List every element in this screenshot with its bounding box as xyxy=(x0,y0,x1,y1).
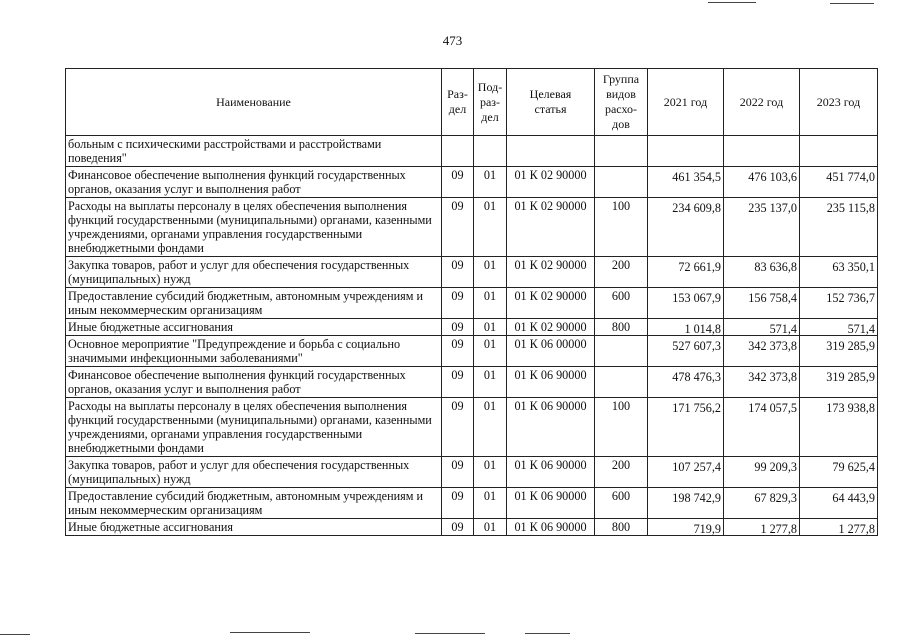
cell-2022-value: 476 103,6 xyxy=(748,170,797,184)
table-row xyxy=(66,198,878,257)
cell-2021 xyxy=(648,519,724,536)
cell-target: 01 К 06 90000 xyxy=(507,519,595,536)
cell-group xyxy=(595,336,648,367)
cell-target: 01 К 06 90000 xyxy=(507,367,595,398)
cell-subsection: 01 xyxy=(474,457,507,488)
cell-2021-value: 461 354,5 xyxy=(672,170,721,184)
cell-2021-value: 527 607,3 xyxy=(672,339,721,353)
cell-2023-value: 152 736,7 xyxy=(826,291,875,305)
table-row xyxy=(66,398,878,457)
header-section: Раз- дел xyxy=(442,69,474,136)
cell-2021-value: 478 476,3 xyxy=(672,370,721,384)
cell-2021 xyxy=(648,136,724,167)
cell-name: Финансовое обеспечение выполнения функций государственных органов, оказания услуг и выполнения работ xyxy=(66,167,442,198)
cell-2021 xyxy=(648,488,724,519)
cell-2021 xyxy=(648,367,724,398)
cell-2021-value: 153 067,9 xyxy=(672,291,721,305)
cell-target: 01 К 02 90000 xyxy=(507,257,595,288)
cell-2023 xyxy=(800,288,878,319)
cell-subsection: 01 xyxy=(474,488,507,519)
cell-section: 09 xyxy=(442,336,474,367)
table-row xyxy=(66,488,878,519)
cell-2023 xyxy=(800,367,878,398)
cell-name: Иные бюджетные ассигнования xyxy=(66,519,442,536)
cell-2021 xyxy=(648,257,724,288)
header-name: Наименование xyxy=(66,69,442,136)
cell-2022 xyxy=(724,288,800,319)
cell-2021-value: 234 609,8 xyxy=(672,201,721,215)
cell-subsection xyxy=(474,136,507,167)
table-body xyxy=(66,136,878,536)
cell-section: 09 xyxy=(442,198,474,257)
cell-group xyxy=(595,136,648,167)
cell-2023 xyxy=(800,398,878,457)
cell-target: 01 К 02 90000 xyxy=(507,288,595,319)
scan-mark xyxy=(0,634,30,635)
cell-2022 xyxy=(724,398,800,457)
cell-name: Финансовое обеспечение выполнения функций государственных органов, оказания услуг и выполнения работ xyxy=(66,367,442,398)
cell-2023 xyxy=(800,167,878,198)
cell-2023 xyxy=(800,319,878,336)
cell-2021 xyxy=(648,198,724,257)
cell-2023 xyxy=(800,457,878,488)
cell-2023-value: 451 774,0 xyxy=(826,170,875,184)
cell-subsection: 01 xyxy=(474,198,507,257)
cell-group: 600 xyxy=(595,288,648,319)
cell-2022 xyxy=(724,257,800,288)
cell-2022-value: 83 636,8 xyxy=(754,260,797,274)
page-number: 473 xyxy=(442,33,463,48)
cell-group: 100 xyxy=(595,398,648,457)
cell-2023-value: 319 285,9 xyxy=(826,339,875,353)
cell-2021-value: 72 661,9 xyxy=(678,260,721,274)
cell-2022 xyxy=(724,198,800,257)
cell-name: Предоставление субсидий бюджетным, автономным учреждениям и иным некоммерческим организациям xyxy=(66,288,442,319)
cell-name: Закупка товаров, работ и услуг для обеспечения государственных (муниципальных) нужд xyxy=(66,457,442,488)
cell-2021-value: 1 014,8 xyxy=(684,322,721,336)
cell-2021 xyxy=(648,336,724,367)
cell-target: 01 К 06 90000 xyxy=(507,457,595,488)
cell-2021-value: 198 742,9 xyxy=(672,491,721,505)
cell-target: 01 К 06 90000 xyxy=(507,398,595,457)
cell-2022-value: 342 373,8 xyxy=(748,339,797,353)
scan-mark xyxy=(708,2,756,3)
cell-2022 xyxy=(724,488,800,519)
cell-group: 800 xyxy=(595,519,648,536)
cell-2021 xyxy=(648,288,724,319)
cell-name: Основное мероприятие "Предупреждение и борьба с социально значимыми инфекционными заболеваниями" xyxy=(66,336,442,367)
scan-mark xyxy=(415,633,485,634)
cell-2023 xyxy=(800,488,878,519)
scan-mark xyxy=(230,632,310,633)
cell-subsection: 01 xyxy=(474,519,507,536)
cell-name: Закупка товаров, работ и услуг для обеспечения государственных (муниципальных) нужд xyxy=(66,257,442,288)
cell-subsection: 01 xyxy=(474,288,507,319)
cell-2022-value: 571,4 xyxy=(769,322,797,336)
cell-2022 xyxy=(724,457,800,488)
cell-2022 xyxy=(724,367,800,398)
cell-subsection: 01 xyxy=(474,336,507,367)
cell-2022-value: 174 057,5 xyxy=(748,401,797,415)
table-row xyxy=(66,519,878,536)
cell-2021 xyxy=(648,319,724,336)
cell-subsection: 01 xyxy=(474,257,507,288)
header-target: Целевая статья xyxy=(507,69,595,136)
cell-2022 xyxy=(724,136,800,167)
cell-group xyxy=(595,167,648,198)
table-row xyxy=(66,457,878,488)
header-subsection: Под- раз- дел xyxy=(474,69,507,136)
cell-target xyxy=(507,136,595,167)
cell-target: 01 К 06 00000 xyxy=(507,336,595,367)
cell-section xyxy=(442,136,474,167)
cell-section: 09 xyxy=(442,288,474,319)
cell-2023-value: 64 443,9 xyxy=(832,491,875,505)
cell-target: 01 К 06 90000 xyxy=(507,488,595,519)
cell-section: 09 xyxy=(442,319,474,336)
cell-name: Предоставление субсидий бюджетным, автономным учреждениям и иным некоммерческим организациям xyxy=(66,488,442,519)
table-row xyxy=(66,167,878,198)
table-row xyxy=(66,257,878,288)
cell-2021 xyxy=(648,398,724,457)
cell-2021-value: 719,9 xyxy=(693,522,721,536)
cell-2021-value: 171 756,2 xyxy=(672,401,721,415)
cell-section: 09 xyxy=(442,398,474,457)
cell-2022 xyxy=(724,167,800,198)
cell-section: 09 xyxy=(442,367,474,398)
cell-subsection: 01 xyxy=(474,367,507,398)
table-row xyxy=(66,288,878,319)
cell-2023 xyxy=(800,257,878,288)
cell-2023 xyxy=(800,198,878,257)
header-group: Группа видов расхо- дов xyxy=(595,69,648,136)
header-2022: 2022 год xyxy=(724,69,800,136)
cell-2021 xyxy=(648,457,724,488)
cell-2023-value: 173 938,8 xyxy=(826,401,875,415)
header-2021: 2021 год xyxy=(648,69,724,136)
cell-subsection: 01 xyxy=(474,319,507,336)
cell-2022-value: 99 209,3 xyxy=(754,460,797,474)
cell-2022-value: 235 137,0 xyxy=(748,201,797,215)
scan-mark xyxy=(830,3,874,4)
cell-2022 xyxy=(724,336,800,367)
cell-group: 100 xyxy=(595,198,648,257)
cell-2022-value: 1 277,8 xyxy=(760,522,797,536)
cell-name: Расходы на выплаты персоналу в целях обеспечения выполнения функций государственными (муниципальными) органами, казенными учреждениями, органами управления государственными внебюджетными фондами xyxy=(66,198,442,257)
cell-name: больным с психическими расстройствами и расстройствами поведения" xyxy=(66,136,442,167)
cell-section: 09 xyxy=(442,167,474,198)
cell-2023 xyxy=(800,519,878,536)
cell-section: 09 xyxy=(442,488,474,519)
cell-target: 01 К 02 90000 xyxy=(507,167,595,198)
scan-mark xyxy=(525,633,570,634)
header-2023: 2023 год xyxy=(800,69,878,136)
cell-2023-value: 319 285,9 xyxy=(826,370,875,384)
table-row xyxy=(66,319,878,336)
cell-2022-value: 156 758,4 xyxy=(748,291,797,305)
cell-2021-value: 107 257,4 xyxy=(672,460,721,474)
cell-group: 800 xyxy=(595,319,648,336)
table-row xyxy=(66,336,878,367)
cell-subsection: 01 xyxy=(474,398,507,457)
cell-target: 01 К 02 90000 xyxy=(507,319,595,336)
cell-name: Иные бюджетные ассигнования xyxy=(66,319,442,336)
cell-2022-value: 67 829,3 xyxy=(754,491,797,505)
cell-group xyxy=(595,367,648,398)
cell-2022 xyxy=(724,519,800,536)
cell-2023-value: 63 350,1 xyxy=(832,260,875,274)
cell-name: Расходы на выплаты персоналу в целях обеспечения выполнения функций государственными (муниципальными) органами, казенными учреждениями, органами управления государственными внебюджетными фондами xyxy=(66,398,442,457)
cell-2021 xyxy=(648,167,724,198)
cell-section: 09 xyxy=(442,519,474,536)
cell-2023 xyxy=(800,136,878,167)
cell-target: 01 К 02 90000 xyxy=(507,198,595,257)
cell-2023 xyxy=(800,336,878,367)
cell-2023-value: 235 115,8 xyxy=(826,201,875,215)
cell-group: 200 xyxy=(595,257,648,288)
cell-section: 09 xyxy=(442,457,474,488)
cell-section: 09 xyxy=(442,257,474,288)
table-row xyxy=(66,136,878,167)
table-header-row xyxy=(66,69,878,136)
cell-2023-value: 571,4 xyxy=(847,322,875,336)
table-row xyxy=(66,367,878,398)
cell-2022-value: 342 373,8 xyxy=(748,370,797,384)
cell-subsection: 01 xyxy=(474,167,507,198)
cell-2022 xyxy=(724,319,800,336)
cell-2023-value: 1 277,8 xyxy=(838,522,875,536)
cell-2023-value: 79 625,4 xyxy=(832,460,875,474)
cell-group: 200 xyxy=(595,457,648,488)
budget-table xyxy=(65,68,878,536)
cell-group: 600 xyxy=(595,488,648,519)
